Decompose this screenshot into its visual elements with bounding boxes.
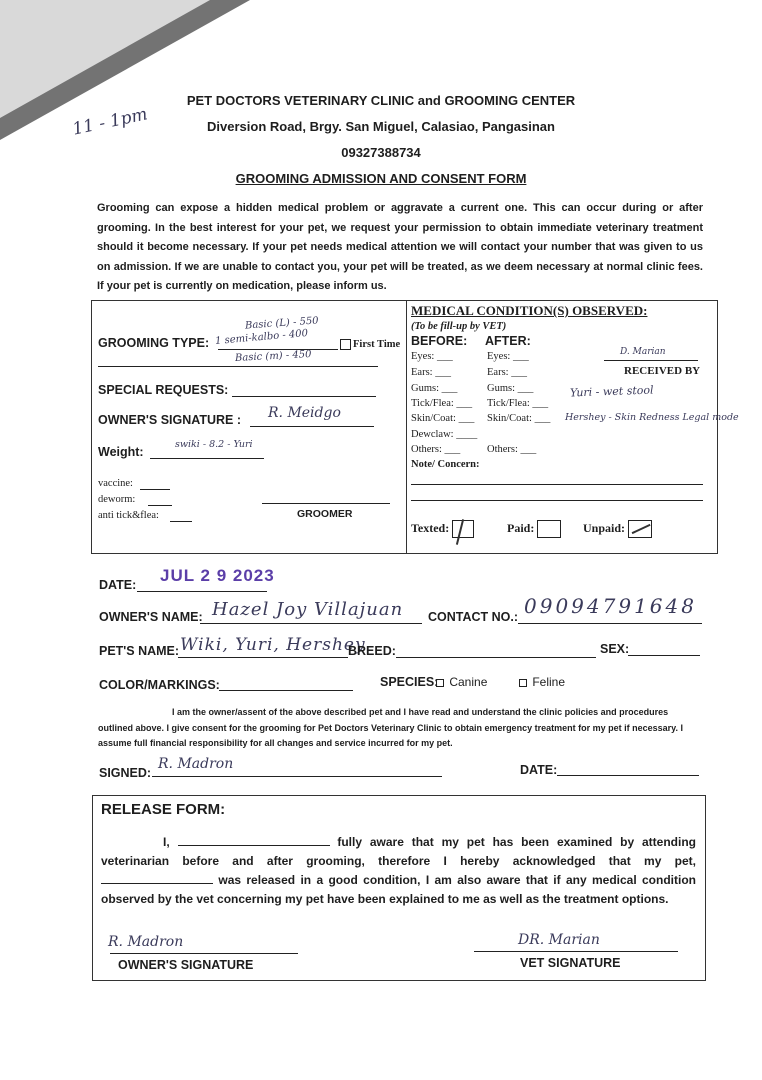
after-others-label: Others: (487, 444, 518, 455)
owner-name-line[interactable] (200, 623, 422, 624)
unpaid-mark (632, 524, 651, 534)
contact-label: CONTACT NO.: (428, 610, 519, 624)
deworm-label: deworm: (98, 494, 136, 505)
before-skin-coat[interactable]: Skin/Coat: ___ (411, 413, 475, 424)
signed-date-label: DATE: (520, 763, 558, 777)
release-form-title: RELEASE FORM: (101, 801, 226, 818)
signed-label: SIGNED: (99, 766, 152, 780)
intro-paragraph: Grooming can expose a hidden medical problem or aggravate a current one. This can occur during or after grooming. In the best interest for your pet, we request your permission to obtain immediate veterinary treatment should it become necessary. If your pet needs medical attention we will contact your number that was given to us on admission. If we are unable to contact you, your pet will be treated, as we deem necessary at normal clinic fees. If your pet is currently on medication, please inform us. (97, 202, 703, 292)
release-text-2: fully aware that my pet has been examined by attending veterinarian before and after grooming, therefore I hereby acknowledged that my pet, (101, 835, 696, 868)
before-dewclaw-label: Dewclaw: (411, 429, 454, 440)
color-markings-line[interactable] (219, 690, 353, 691)
paid-checkbox[interactable] (537, 520, 561, 538)
clinic-phone: 09327388734 (341, 145, 421, 160)
groomer-label: GROOMER (297, 508, 353, 520)
before-dewclaw[interactable]: Dewclaw: ____ (411, 429, 478, 440)
before-label: BEFORE: (411, 334, 468, 348)
after-tick-flea[interactable]: Tick/Flea: ___ (487, 398, 549, 409)
after-ears[interactable]: Ears: ___ (487, 367, 527, 378)
medical-condition-title: MEDICAL CONDITION(S) OBSERVED: (411, 303, 648, 318)
release-paragraph (101, 833, 696, 909)
contact-hw: 09094791648 (524, 594, 697, 618)
owner-signature-label: OWNER'S SIGNATURE : (98, 413, 242, 427)
medical-condition-subtitle: (To be fill-up by VET) (411, 321, 507, 332)
grooming-type-hw-1: Basic (L) - 550 (244, 315, 319, 332)
groomer-line[interactable] (262, 503, 390, 504)
note-line-2[interactable] (411, 500, 703, 501)
weight-hw: swiki - 8.2 - Yuri (175, 439, 253, 450)
special-requests-label: SPECIAL REQUESTS: (98, 383, 229, 397)
form-title (0, 171, 762, 186)
before-others-label: Others: (411, 444, 442, 455)
special-requests-line[interactable] (232, 396, 376, 397)
vet-signature-hw: DR. Marian (518, 932, 600, 948)
release-text-1: I, (163, 835, 170, 849)
after-ears-label: Ears: (487, 367, 509, 378)
grooming-type-label: GROOMING TYPE: (98, 336, 210, 350)
signed-hw: R. Madron (158, 756, 234, 772)
note-line-1[interactable] (411, 484, 703, 485)
owner-signature-hw: R. Meidgo (268, 405, 341, 421)
pet-name-label: PET'S NAME: (99, 644, 180, 658)
before-tick-flea[interactable]: Tick/Flea: ___ (411, 398, 473, 409)
received-by-line[interactable] (604, 360, 698, 361)
date-label: DATE: (99, 578, 137, 592)
release-owner-signature-line[interactable] (110, 953, 298, 954)
before-skin-coat-label: Skin/Coat: (411, 413, 456, 424)
weight-label: Weight: (98, 445, 144, 459)
note-concern-label: Note/ Concern: (411, 459, 480, 470)
species-feline-option[interactable] (519, 675, 565, 689)
weight-line[interactable] (150, 458, 264, 459)
after-label: AFTER: (485, 334, 531, 348)
contact-line[interactable] (518, 623, 702, 624)
before-tick-flea-label: Tick/Flea: (411, 398, 454, 409)
texted-label: Texted: (411, 520, 450, 535)
clinic-name: PET DOCTORS VETERINARY CLINIC and GROOMING CENTER (186, 93, 576, 108)
before-eyes-label: Eyes: (411, 351, 435, 362)
paid-option[interactable] (507, 520, 561, 538)
unpaid-label: Unpaid: (583, 520, 626, 535)
signed-line[interactable] (152, 776, 442, 777)
canine-checkbox[interactable] (436, 679, 444, 687)
sex-line[interactable] (628, 655, 700, 656)
texted-checkbox[interactable] (452, 520, 474, 538)
release-owner-name-line[interactable] (178, 835, 330, 846)
after-others[interactable]: Others: ___ (487, 444, 537, 455)
release-owner-signature-hw: R. Madron (108, 934, 184, 950)
before-others[interactable]: Others: ___ (411, 444, 461, 455)
unpaid-option[interactable] (583, 520, 652, 538)
received-by-label: RECEIVED BY (624, 365, 701, 377)
anti-tick-label: anti tick&flea: (98, 510, 159, 521)
clinic-address: Diversion Road, Brgy. San Miguel, Calasiao, Pangasinan (207, 119, 555, 134)
before-ears-label: Ears: (411, 367, 433, 378)
species-label: SPECIES: (380, 675, 439, 689)
signed-date-line[interactable] (557, 775, 699, 776)
species-canine-option[interactable] (436, 675, 487, 689)
release-text-3: was released in a good condition, I am also aware that if any medical condition observed by the vet concerning my pet have been explained to me as well as the treatment options. (101, 873, 697, 906)
texted-option[interactable] (411, 520, 474, 538)
first-time-label: First Time (353, 339, 401, 350)
first-time-checkbox[interactable] (340, 339, 351, 350)
date-line[interactable] (137, 591, 267, 592)
release-owner-signature-label: OWNER'S SIGNATURE (118, 958, 254, 972)
after-eyes[interactable]: Eyes: ___ (487, 351, 529, 362)
color-markings-label: COLOR/MARKINGS: (99, 678, 220, 692)
owner-name-label: OWNER'S NAME: (99, 610, 203, 624)
gums-note-hw: Yuri - wet stool (569, 383, 654, 400)
after-skin-coat-label: Skin/Coat: (487, 413, 532, 424)
feline-checkbox[interactable] (519, 679, 527, 687)
before-gums[interactable]: Gums: ___ (411, 383, 458, 394)
deworm-line[interactable] (148, 505, 172, 506)
release-pet-name-line[interactable] (101, 873, 213, 884)
grooming-type-hw-3: Basic (m) - 450 (234, 349, 312, 364)
vet-signature-label: VET SIGNATURE (520, 956, 621, 970)
grooming-type-hw-2: 1 semi-kalbo - 400 (214, 327, 309, 348)
owner-name-hw: Hazel Joy Villajuan (212, 599, 404, 620)
canine-label: Canine (449, 675, 488, 689)
consent-paragraph: I am the owner/assent of the above described pet and I have read and understand the clinic policies and procedures outlined above. I give consent for the grooming for Pet Doctors Veterinary Clinic to obtain emergency treatment for my pet if necessary. I assume full financial responsibility for all changes and service incurred for my pet. (98, 707, 683, 748)
before-eyes[interactable]: Eyes: ___ (411, 351, 453, 362)
grooming-type-line-2[interactable] (98, 366, 378, 367)
received-by-hw: D. Marian (620, 347, 666, 357)
breed-line[interactable] (396, 657, 596, 658)
vaccine-label: vaccine: (98, 478, 133, 489)
pet-name-line[interactable] (178, 657, 348, 658)
before-gums-label: Gums: (411, 383, 440, 394)
vaccine-line[interactable] (140, 489, 170, 490)
unpaid-checkbox[interactable] (628, 520, 652, 538)
owner-signature-line[interactable] (250, 426, 374, 427)
date-stamp: JUL 2 9 2023 (160, 566, 275, 585)
before-ears[interactable]: Ears: ___ (411, 367, 451, 378)
after-eyes-label: Eyes: (487, 351, 511, 362)
sex-label: SEX: (600, 642, 630, 656)
pet-name-hw: Wiki, Yuri, Hershey (180, 635, 366, 655)
after-tick-flea-label: Tick/Flea: (487, 398, 530, 409)
form-title-text: GROOMING ADMISSION AND CONSENT FORM (235, 171, 527, 186)
anti-tick-line[interactable] (170, 521, 192, 522)
vet-signature-line[interactable] (474, 951, 678, 952)
first-time-option[interactable] (340, 339, 400, 350)
skin-note-hw: Hershey - Skin Redness Legal mode (565, 412, 739, 423)
paid-label: Paid: (507, 520, 535, 535)
after-skin-coat[interactable]: Skin/Coat: ___ (487, 413, 551, 424)
feline-label: Feline (532, 675, 566, 689)
after-gums[interactable]: Gums: ___ (487, 383, 534, 394)
handwritten-time: 11 - 1pm (70, 104, 150, 140)
after-gums-label: Gums: (487, 383, 516, 394)
breed-label: BREED: (348, 644, 396, 658)
